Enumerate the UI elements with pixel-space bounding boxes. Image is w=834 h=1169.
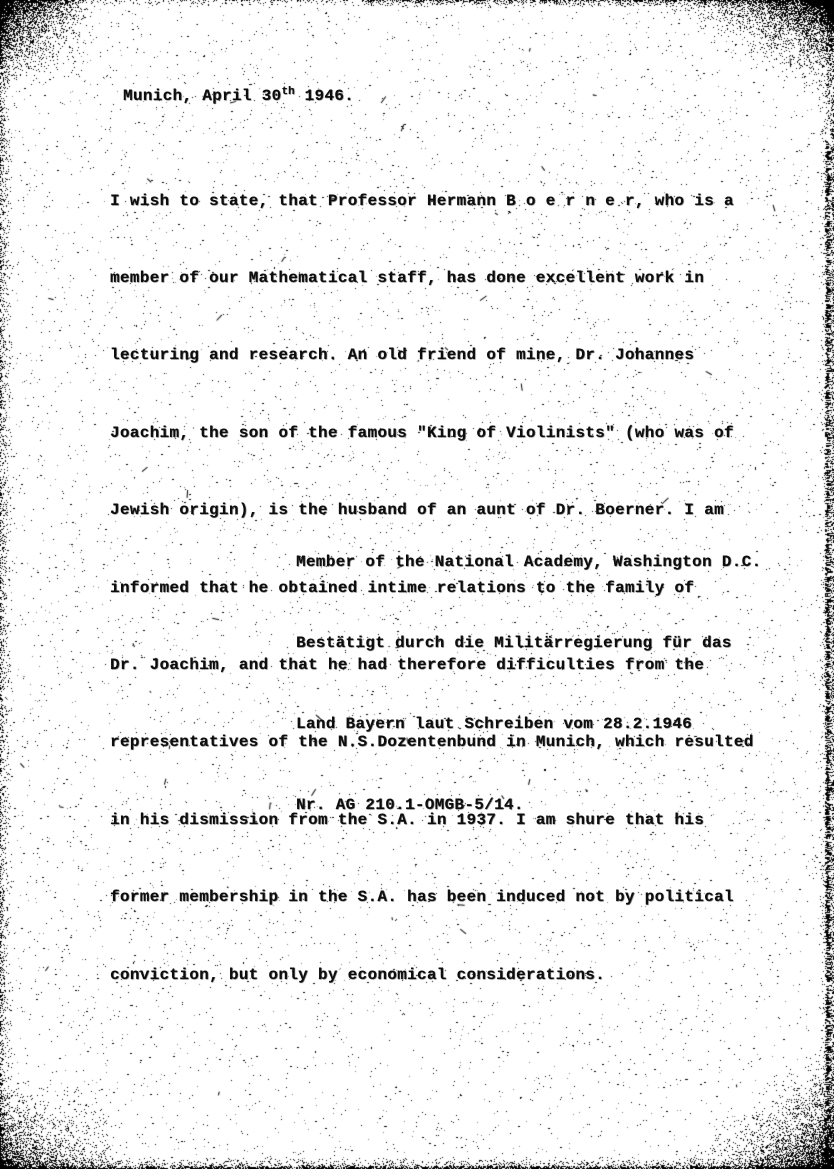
body-line: informed that he obtained intime relations to the family of [110, 578, 695, 597]
body-line: in his dismission from the S.A. in 1937. I am shure that his [110, 810, 705, 829]
body-line: Joachim, the son of the famous "King of Violinists" (who was of [110, 423, 734, 442]
body-line: member of our Mathematical staff, has done excellent work in [110, 268, 705, 287]
certification-block [296, 495, 761, 873]
dateline-ordinal-superscript: th [281, 86, 295, 98]
footer-line-membership: Member of the National Academy, Washington D.C. [296, 553, 762, 571]
dateline-year: 1946. [294, 87, 355, 105]
dateline [123, 86, 354, 105]
body-line: Jewish origin), is the husband of an aunt of Dr. Boerner. I am [110, 501, 724, 520]
footer-line-certified-by: Bestätigt durch die Militärregierung für das [296, 634, 732, 652]
body-line: I wish to state, that Professor Hermann B o e r n e r, who is a [110, 191, 734, 210]
body-line: Dr. Joachim, and that he had therefore difficulties from the [110, 655, 705, 674]
body-line: conviction, but only by economical considerations. [110, 965, 606, 984]
body-line: lecturing and research. An old friend of mine, Dr. Johannes [110, 346, 695, 365]
dateline-city-date: Munich, April 30 [123, 87, 282, 105]
body-line: representatives of the N.S.Dozentenbund in Munich, which resulted [110, 733, 754, 752]
footer-line-bavaria-date: Land Bayern laut Schreiben vom 28.2.1946 [296, 715, 693, 733]
body-line: former membership in the S.A. has been induced not by political [110, 888, 734, 907]
footer-line-reference-number: Nr. AG 210.1-OMGB-5/14. [296, 796, 524, 814]
